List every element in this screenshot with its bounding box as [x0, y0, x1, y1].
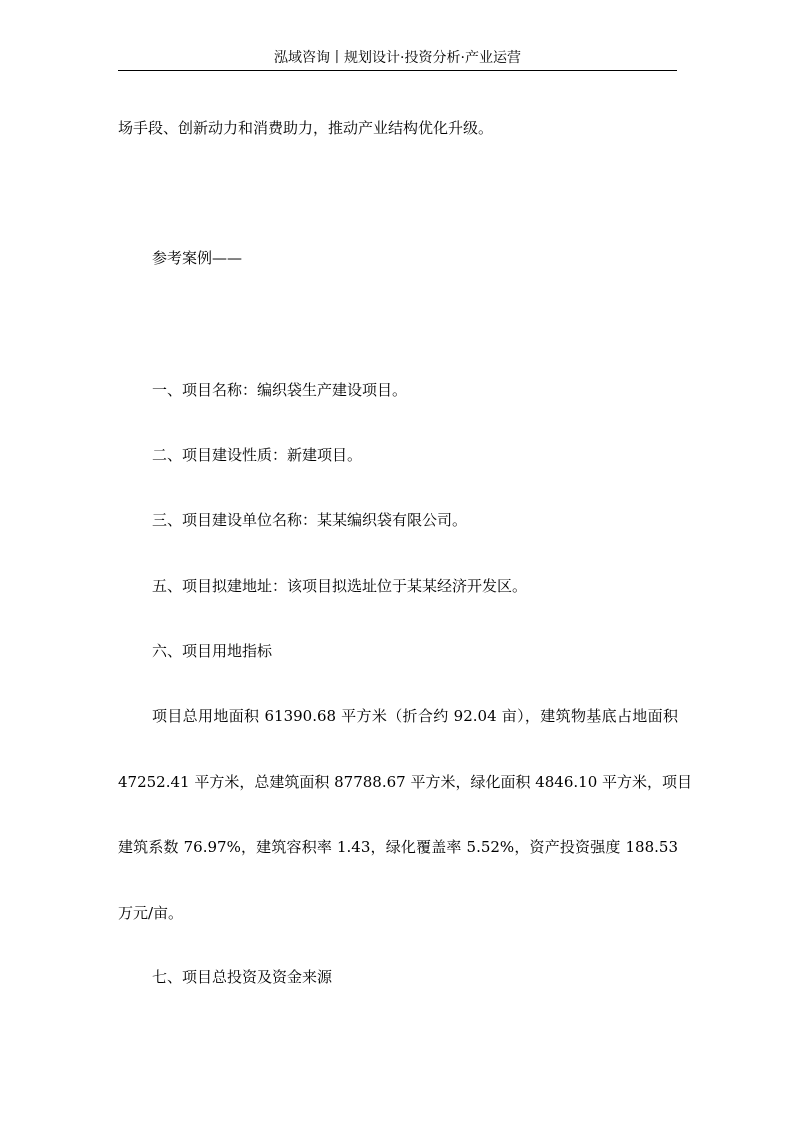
- continuation-paragraph: 场手段、创新动力和消费助力，推动产业结构优化升级。: [118, 119, 494, 137]
- investment-heading: 七、项目总投资及资金来源: [152, 968, 333, 986]
- list-item-construction-unit: 三、项目建设单位名称：某某编织袋有限公司。: [152, 511, 468, 529]
- list-item-project-nature: 二、项目建设性质：新建项目。: [152, 446, 363, 464]
- list-item-project-name: 一、项目名称：编织袋生产建设项目。: [152, 381, 408, 399]
- land-paragraph-line: 项目总用地面积 61390.68 平方米（折合约 92.04 亩），建筑物基底占地面积: [152, 707, 678, 725]
- land-paragraph-line: 47252.41 平方米，总建筑面积 87788.67 平方米，绿化面积 4846.10 平方米，项目: [118, 773, 693, 791]
- list-item-land-indicators: 六、项目用地指标: [152, 642, 273, 660]
- land-paragraph-line: 万元/亩。: [118, 904, 184, 922]
- land-paragraph-line: 建筑系数 76.97%，建筑容积率 1.43，绿化覆盖率 5.52%，资产投资强度 188.53: [118, 838, 678, 856]
- page-header: 泓域咨询丨规划设计·投资分析·产业运营: [118, 48, 677, 71]
- reference-heading: 参考案例——: [152, 249, 243, 267]
- list-item-project-address: 五、项目拟建地址：该项目拟选址位于某某经济开发区。: [152, 577, 528, 595]
